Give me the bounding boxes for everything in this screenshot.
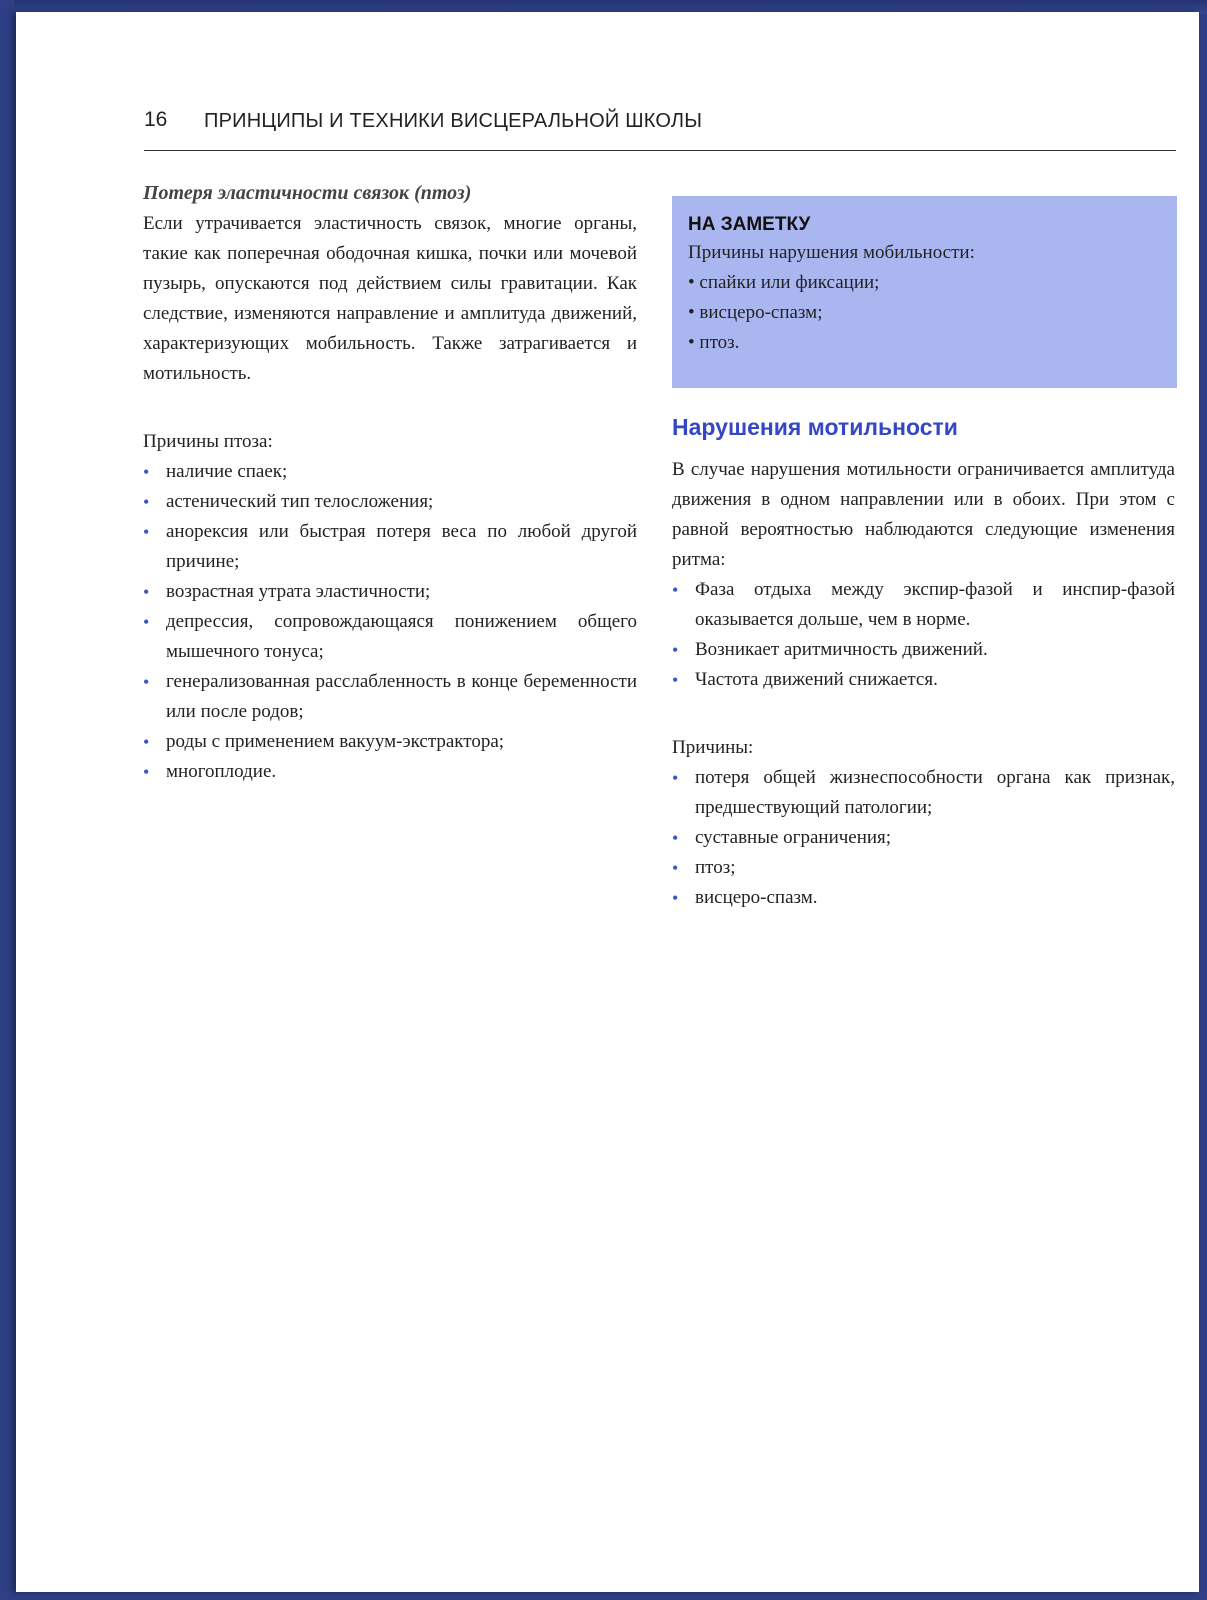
list-item: • многоплодие. [143,757,637,787]
ptosis-paragraph: Если утрачивается эластичность связок, многие органы, такие как поперечная ободочная кишка, почки или мочевой пузырь, опускаются под действием силы гравитации. Как следствие, изменяются направление и амплитуда движений, характеризующих мобильность. Также затрагивается и мотильность. [143,213,637,384]
motility-causes-title: Причины: [672,737,754,758]
bullet-icon: • [143,672,150,692]
list-item: • астенический тип телосложения; [143,487,637,517]
bullet-icon: • [143,762,150,782]
list-item: • возрастная утрата эластичности; [143,577,637,607]
list-item: • депрессия, сопровождающаяся понижением общего мышечного тонуса; [143,607,637,667]
list-item: • птоз; [672,853,1175,883]
note-box [672,196,1177,388]
list-item: • Возникает аритмичность движений. [672,635,1175,665]
ptosis-causes-title: Причины птоза: [143,431,273,452]
running-header [144,104,1176,151]
list-item: • суставные ограничения; [672,823,1175,853]
list-item: • Фаза отдыха между экспир-фазой и инспир-фазой оказывается дольше, чем в норме. [672,575,1175,635]
bullet-icon: • [143,522,150,542]
list-item: • наличие спаек; [143,457,637,487]
rhythm-changes-list [672,575,1175,695]
bullet-icon: • [143,462,150,482]
bullet-icon: • [672,580,679,600]
section-heading-motility: Нарушения мотильности [672,414,958,440]
motility-causes-list [672,763,1175,913]
book-page [16,12,1199,1592]
bullet-icon: • [672,670,679,690]
page-number: 16 [144,108,168,131]
left-column [143,182,637,787]
list-item: • генерализованная расслабленность в конце беременности или после родов; [143,667,637,727]
note-item: • висцеро-спазм; [688,302,823,323]
ptosis-causes-list [143,457,637,787]
bullet-icon: • [672,858,679,878]
list-item: • потеря общей жизнеспособности органа как признак, предшествующий патологии; [672,763,1175,823]
list-item: • висцеро-спазм. [672,883,1175,913]
bullet-icon: • [143,492,150,512]
list-item: • анорексия или быстрая потеря веса по любой другой причине; [143,517,637,577]
note-item: • птоз. [688,332,740,353]
right-column [670,196,1175,913]
list-item: • Частота движений снижается. [672,665,1175,695]
bullet-icon: • [143,582,150,602]
bullet-icon: • [672,640,679,660]
running-title: ПРИНЦИПЫ И ТЕХНИКИ ВИСЦЕРАЛЬНОЙ ШКОЛЫ [204,110,703,132]
bullet-icon: • [672,768,679,788]
subheading-ptosis: Потеря эластичности связок (птоз) [143,182,472,204]
bullet-icon: • [672,828,679,848]
list-item: • роды с применением вакуум-экстрактора; [143,727,637,757]
note-intro: Причины нарушения мобильности: [688,242,975,263]
motility-paragraph: В случае нарушения мотильности ограничивается амплитуда движения в одном направлении или в обоих. При этом с равной вероятностью наблюдаются следующие изменения ритма: [672,459,1175,570]
bullet-icon: • [672,888,679,908]
note-item: • спайки или фиксации; [688,272,880,293]
bullet-icon: • [143,612,150,632]
bullet-icon: • [143,732,150,752]
note-title: НА ЗАМЕТКУ [688,214,811,235]
